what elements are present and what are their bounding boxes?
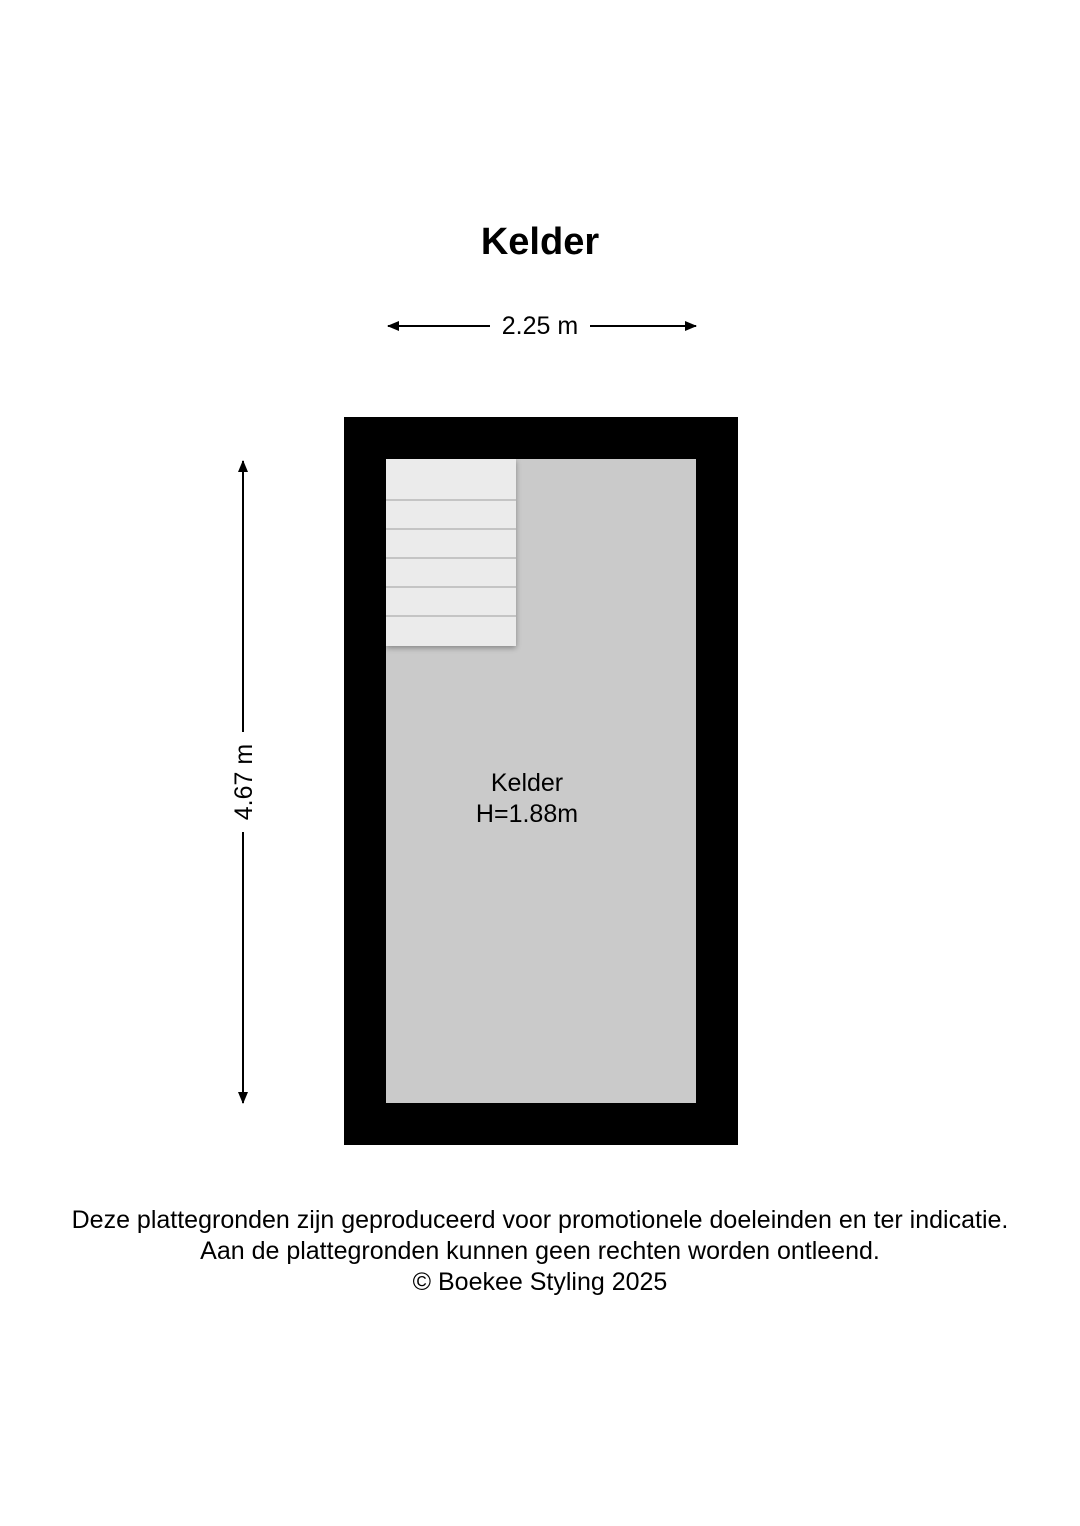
- disclaimer-line-1: Deze plattegronden zijn geproduceerd voor promotionele doeleinden en ter indicatie.: [71, 1206, 1009, 1234]
- floor-title: Kelder: [480, 221, 600, 263]
- stairs: [386, 459, 516, 646]
- width-label: 2.25 m: [490, 310, 590, 342]
- disclaimer: [0, 1205, 1080, 1298]
- disclaimer-line-2: Aan de plattegronden kunnen geen rechten worden ontleend.: [200, 1237, 880, 1265]
- room-name: Kelder: [490, 769, 564, 797]
- room-height: H=1.88m: [475, 800, 579, 828]
- height-label: 4.67 m: [228, 732, 260, 832]
- room-label: [427, 768, 627, 830]
- copyright: © Boekee Styling 2025: [412, 1268, 668, 1296]
